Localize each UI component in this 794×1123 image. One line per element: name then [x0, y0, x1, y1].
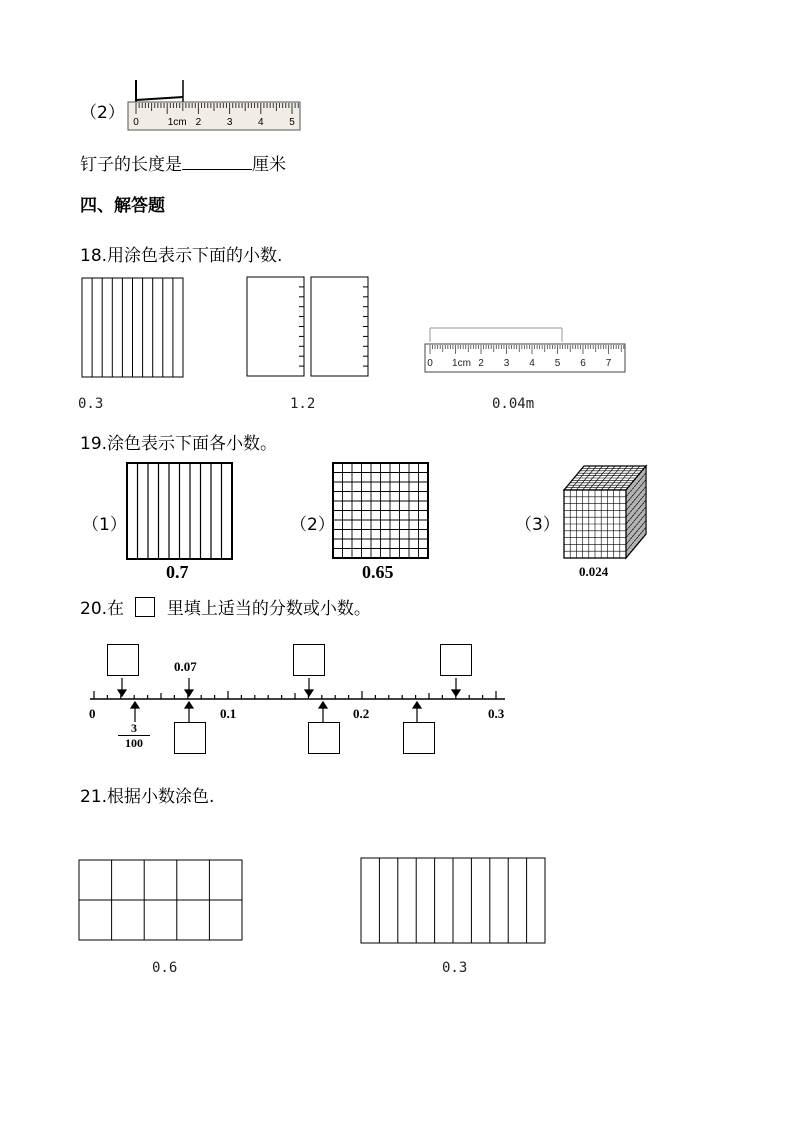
axis-label-0-1: 0.1 — [220, 706, 237, 721]
ruler-label: 2 — [195, 117, 202, 128]
whole-rect-2 — [311, 277, 368, 376]
q19-tenths-square[interactable] — [124, 460, 236, 562]
ruler-label: 7 — [605, 358, 612, 369]
ruler-label: 5 — [554, 358, 561, 369]
q20-answer-box-top-2[interactable] — [293, 644, 325, 676]
nail-length-question — [80, 150, 286, 175]
ruler-label: 0 — [133, 117, 139, 128]
nail-length-answer-blank[interactable] — [182, 155, 252, 170]
nail-body — [136, 97, 183, 100]
axis-label-0-3: 0.3 — [488, 706, 505, 721]
whole-rect-1 — [247, 277, 304, 376]
q20-answer-box-bottom-2[interactable] — [308, 722, 340, 754]
ruler-label: 3 — [226, 117, 233, 128]
q19-part-label-3: （3） — [515, 515, 560, 535]
q19-value-3: 0.024 — [579, 564, 609, 579]
q18-tenths-strip[interactable] — [80, 276, 190, 380]
ruler-label: 4 — [258, 117, 264, 128]
q21-ten-cell-grid[interactable] — [76, 857, 246, 945]
q18-caption-3: 0.04m — [492, 396, 535, 412]
q20-given-decimal: 0.07 — [174, 659, 197, 674]
nail-question-after: 厘米 — [252, 155, 286, 175]
q19-value-1: 0.7 — [166, 562, 189, 582]
q18-two-wholes[interactable] — [244, 276, 374, 380]
q20-title — [80, 594, 371, 619]
ruler-label: 2 — [478, 358, 484, 369]
fraction-denominator: 100 — [125, 736, 143, 750]
answer-box-icon — [135, 597, 155, 617]
q20-title-before: 20.在 — [80, 599, 125, 619]
q21-caption-1: 0.6 — [152, 960, 178, 976]
q20-given-fraction — [118, 722, 150, 750]
q18-caption-1: 0.3 — [78, 396, 104, 412]
q21-caption-2: 0.3 — [442, 960, 468, 976]
q20-answer-box-bottom-1[interactable] — [174, 722, 206, 754]
ruler-label: 1cm — [167, 117, 187, 128]
ruler-label: 5 — [289, 117, 295, 128]
q18-title: 18.用涂色表示下面的小数. — [80, 246, 283, 266]
q20-answer-box-bottom-3[interactable] — [403, 722, 435, 754]
q19-part-label-1: （1） — [82, 515, 127, 535]
q21-title: 21.根据小数涂色. — [80, 787, 215, 807]
q20-answer-box-top-1[interactable] — [107, 644, 139, 676]
q19-hundredths-grid[interactable] — [330, 460, 432, 562]
ruler-label: 0 — [427, 358, 433, 369]
q19-part-label-2: （2） — [290, 515, 335, 535]
axis-label-0-2: 0.2 — [353, 706, 370, 721]
ruler-label: 1cm — [452, 358, 471, 369]
q19-thousandths-cube[interactable] — [560, 462, 650, 562]
q20-answer-box-top-3[interactable] — [440, 644, 472, 676]
fraction-numerator: 3 — [118, 722, 150, 736]
section-title: 四、解答题 — [80, 196, 165, 216]
q20-title-after: 里填上适当的分数或小数。 — [166, 599, 371, 619]
q19-title: 19.涂色表示下面各小数。 — [80, 434, 278, 454]
q19-value-2: 0.65 — [362, 562, 394, 582]
nail-question-before: 钉子的长度是 — [80, 155, 182, 175]
ruler-label: 6 — [580, 358, 586, 369]
ruler-label: 4 — [529, 358, 535, 369]
nail-ruler-figure — [125, 75, 305, 135]
part-label-2: （2） — [80, 103, 125, 123]
axis-label-0: 0 — [89, 706, 96, 721]
q21-tenths-strip[interactable] — [358, 855, 550, 947]
q18-meter-ruler[interactable] — [422, 324, 630, 376]
ruler-label: 3 — [503, 358, 510, 369]
q18-caption-2: 1.2 — [290, 396, 316, 412]
